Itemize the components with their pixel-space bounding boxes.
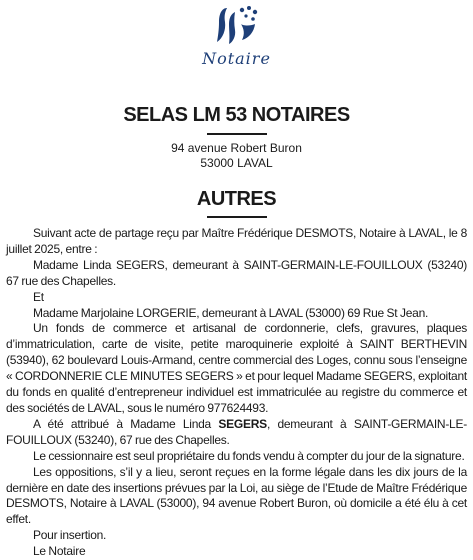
section-title: AUTRES — [196, 188, 277, 210]
notice-paragraph: Madame Marjolaine LORGERIE, demeurant à LAVAL (53000) 69 Rue St Jean. — [33, 305, 429, 320]
notice-paragraph: Madame Linda SEGERS, demeurant à SAINT-GERMAIN-LE-FOUILLOUX (53240) 67 rue des Chapelles. — [6, 257, 467, 288]
notice-text: , demeurant à SAINT-GERMAIN-LE-FOUILLOUX (53240), 67 rue des Chapelles. — [6, 416, 467, 447]
office-address-line1: 94 avenue Robert Buron — [171, 141, 302, 155]
title-divider — [207, 133, 267, 135]
notice-text: A été attribué à Madame Linda — [33, 416, 219, 431]
section-divider — [207, 216, 267, 218]
notice-paragraph: Les oppositions, s’il y a lieu, seront reçues en la forme légale dans les dix jours de la dernière en date des insertions prévues par la Loi, au siège de l’Etude de Maître Frédérique DESMOTS, Notaire à LAVAL (53000), 94 avenue Robert Buron, où domicile a été élu à cet effet. — [6, 464, 467, 527]
notaire-logo — [0, 4, 473, 68]
notice-signature: Le Notaire — [33, 544, 86, 559]
notice-bold-name: SEGERS — [218, 416, 267, 431]
notice-paragraph: Et — [33, 289, 44, 304]
notice-body — [6, 226, 467, 560]
logo-text: Notaire — [202, 49, 271, 68]
notice-paragraph: Suivant acte de partage reçu par Maître Frédérique DESMOTS, Notaire à LAVAL, le 8 juillet 2025, entre : — [6, 226, 467, 256]
office-title: SELAS LM 53 NOTAIRES — [123, 104, 350, 126]
notice-paragraph: Le cessionnaire est seul propriétaire du fonds vendu à compter du jour de la signature. — [33, 448, 465, 463]
office-address-line2: 53000 LAVAL — [200, 156, 273, 170]
notice-paragraph: Pour insertion. — [33, 528, 107, 543]
notice-paragraph: Un fonds de commerce et artisanal de cordonnerie, clefs, gravures, plaques d’immatriculation, carte de visite, petite maroquinerie exploité à SAINT BERTHEVIN (53940), 62 boulevard Louis-Armand, centre commercial des Loges, connu sous l’enseigne « CORDONNERIE CLE MINUTES SEGERS » et pour lequel Madame SEGERS, exploitant du fonds en qualité d’entrepreneur individuel est immatriculée au registre du commerce et des sociétés de LAVAL, sous le numéro 977624493. — [6, 321, 467, 415]
notice-paragraph — [6, 417, 467, 449]
notaire-emblem-icon — [209, 4, 265, 48]
